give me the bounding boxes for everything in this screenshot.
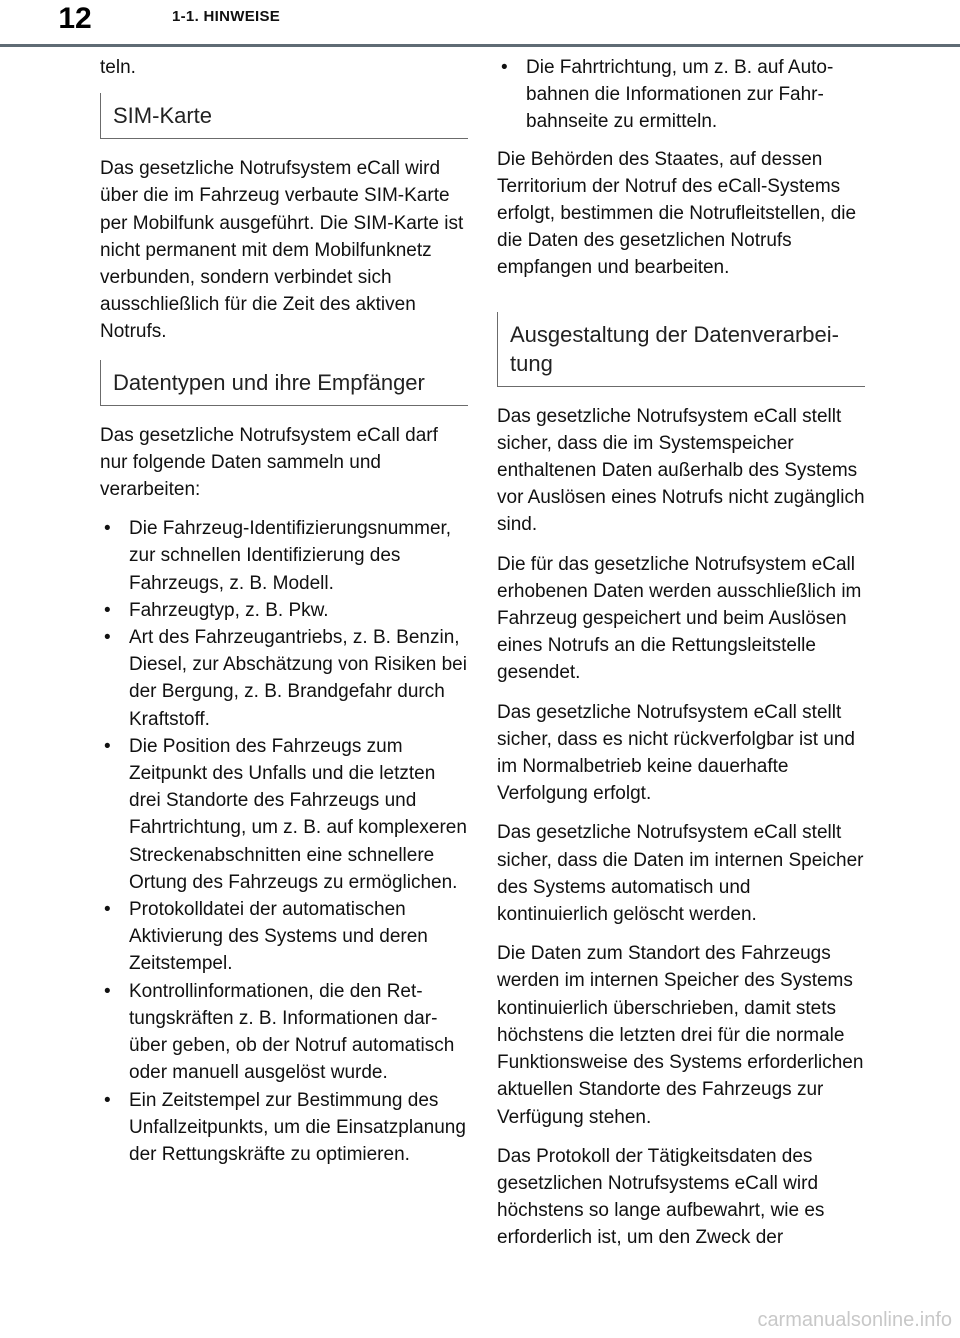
header-divider [0, 44, 960, 47]
section-title: 1-1. HINWEISE [172, 8, 281, 25]
list-item: • Art des Fahrzeugantriebs, z. B. Benzin, Diesel, zur Abschätzung von Risiken bei der Bergung, z. B. Brandgefahr durch Kraftstoff. [100, 624, 468, 733]
page-number: 12 [0, 0, 150, 38]
heading-datenverarbeitung: Ausgestaltung der Datenverarbeitung [497, 312, 865, 387]
list-item: • Die Position des Fahrzeugs zum Zeitpunkt des Unfalls und die letzten drei Standorte des Fahrzeugs und Fahrtrichtung, um z. B. auf komplexeren Streckenabschnitten eine schnellere Ortung des Fahrzeugs zu ermöglichen. [100, 733, 468, 896]
list-item: • Fahrzeugtyp, z. B. Pkw. [100, 597, 468, 624]
right-column [497, 54, 865, 1264]
intro-text: teln. [100, 57, 136, 78]
list-item: • Kontrollinformationen, die den Rettungskräften z. B. Informationen darüber geben, ob der Notruf automatisch oder manuell ausgelöst wurde. [100, 978, 468, 1087]
types-intro: Das gesetzliche Notrufsystem eCall darf nur folgende Daten sammeln und verarbeiten: [100, 424, 438, 501]
processing-paragraph: Das gesetzliche Notrufsystem eCall stellt sicher, dass es nicht rückverfolgbar ist und im Normalbetrieb keine dauerhafte Verfolgung erfolgt. [497, 701, 856, 805]
list-item: • Die Fahrzeug-Identifizierungsnummer, zur schnellen Identifizierung des Fahrzeugs, z. B. Modell. [100, 515, 468, 597]
processing-paragraph: Das gesetzliche Notrufsystem eCall stellt sicher, dass die im Systemspeicher enthaltenen Daten außerhalb des Systems vor Auslösen eines Notrufs nicht zugänglich sind. [497, 405, 865, 536]
continued-list [497, 54, 865, 136]
authorities-paragraph: Die Behörden des Staates, auf dessen Territorium der Notruf des eCall-Systems erfolgt, bestimmen die Notrufleitstellen, die die Daten des gesetzlichen Notrufs empfangen und bearbeiten. [497, 148, 857, 279]
processing-paragraph: Die Daten zum Standort des Fahrzeugs werden im internen Speicher des Systems kontinuierlich überschrieben, damit stets höchstens die letzten drei für die normale Funktionsweise des Systems erforderlichen aktuellen Standorte des Fahrzeugs zur Verfügung stehen. [497, 943, 864, 1128]
processing-paragraph: Das Protokoll der Tätigkeitsdaten des gesetzlichen Notrufsystems eCall wird höchstens so lange aufbewahrt, wie es erforderlich ist, um den Zweck der [497, 1145, 825, 1249]
watermark: carmanualsonline.info [757, 1309, 952, 1331]
heading-sim-karte: SIM-Karte [100, 93, 468, 139]
list-item: • Die Fahrtrichtung, um z. B. auf Autobahnen die Informationen zur Fahrbahnseite zu ermitteln. [497, 54, 865, 136]
sim-paragraph: Das gesetzliche Notrufsystem eCall wird über die im Fahrzeug verbaute SIM-Karte per Mobilfunk ausgeführt. Die SIM-Karte ist nicht permanent mit dem Mobilfunknetz verbunden, sondern verbindet sich ausschließlich für die Zeit des aktiven Notrufs. [100, 158, 464, 343]
left-column [100, 54, 468, 1178]
list-item: • Protokolldatei der automatischen Aktivierung des Systems und deren Zeitstempel. [100, 896, 468, 978]
processing-paragraph: Die für das gesetzliche Notrufsystem eCall erhobenen Daten werden ausschließlich im Fahrzeug gespeichert und beim Auslösen eines Notrufs an die Rettungsleitstelle gesendet. [497, 553, 862, 684]
list-item: • Ein Zeitstempel zur Bestimmung des Unfallzeitpunkts, um die Einsatzplanung der Rettungskräfte zu optimieren. [100, 1087, 468, 1169]
processing-paragraph: Das gesetzliche Notrufsystem eCall stellt sicher, dass die Daten im internen Speicher des Systems automatisch und kontinuierlich gelöscht werden. [497, 822, 864, 926]
data-types-list [100, 515, 468, 1168]
heading-datentypen: Datentypen und ihre Empfänger [100, 360, 468, 406]
